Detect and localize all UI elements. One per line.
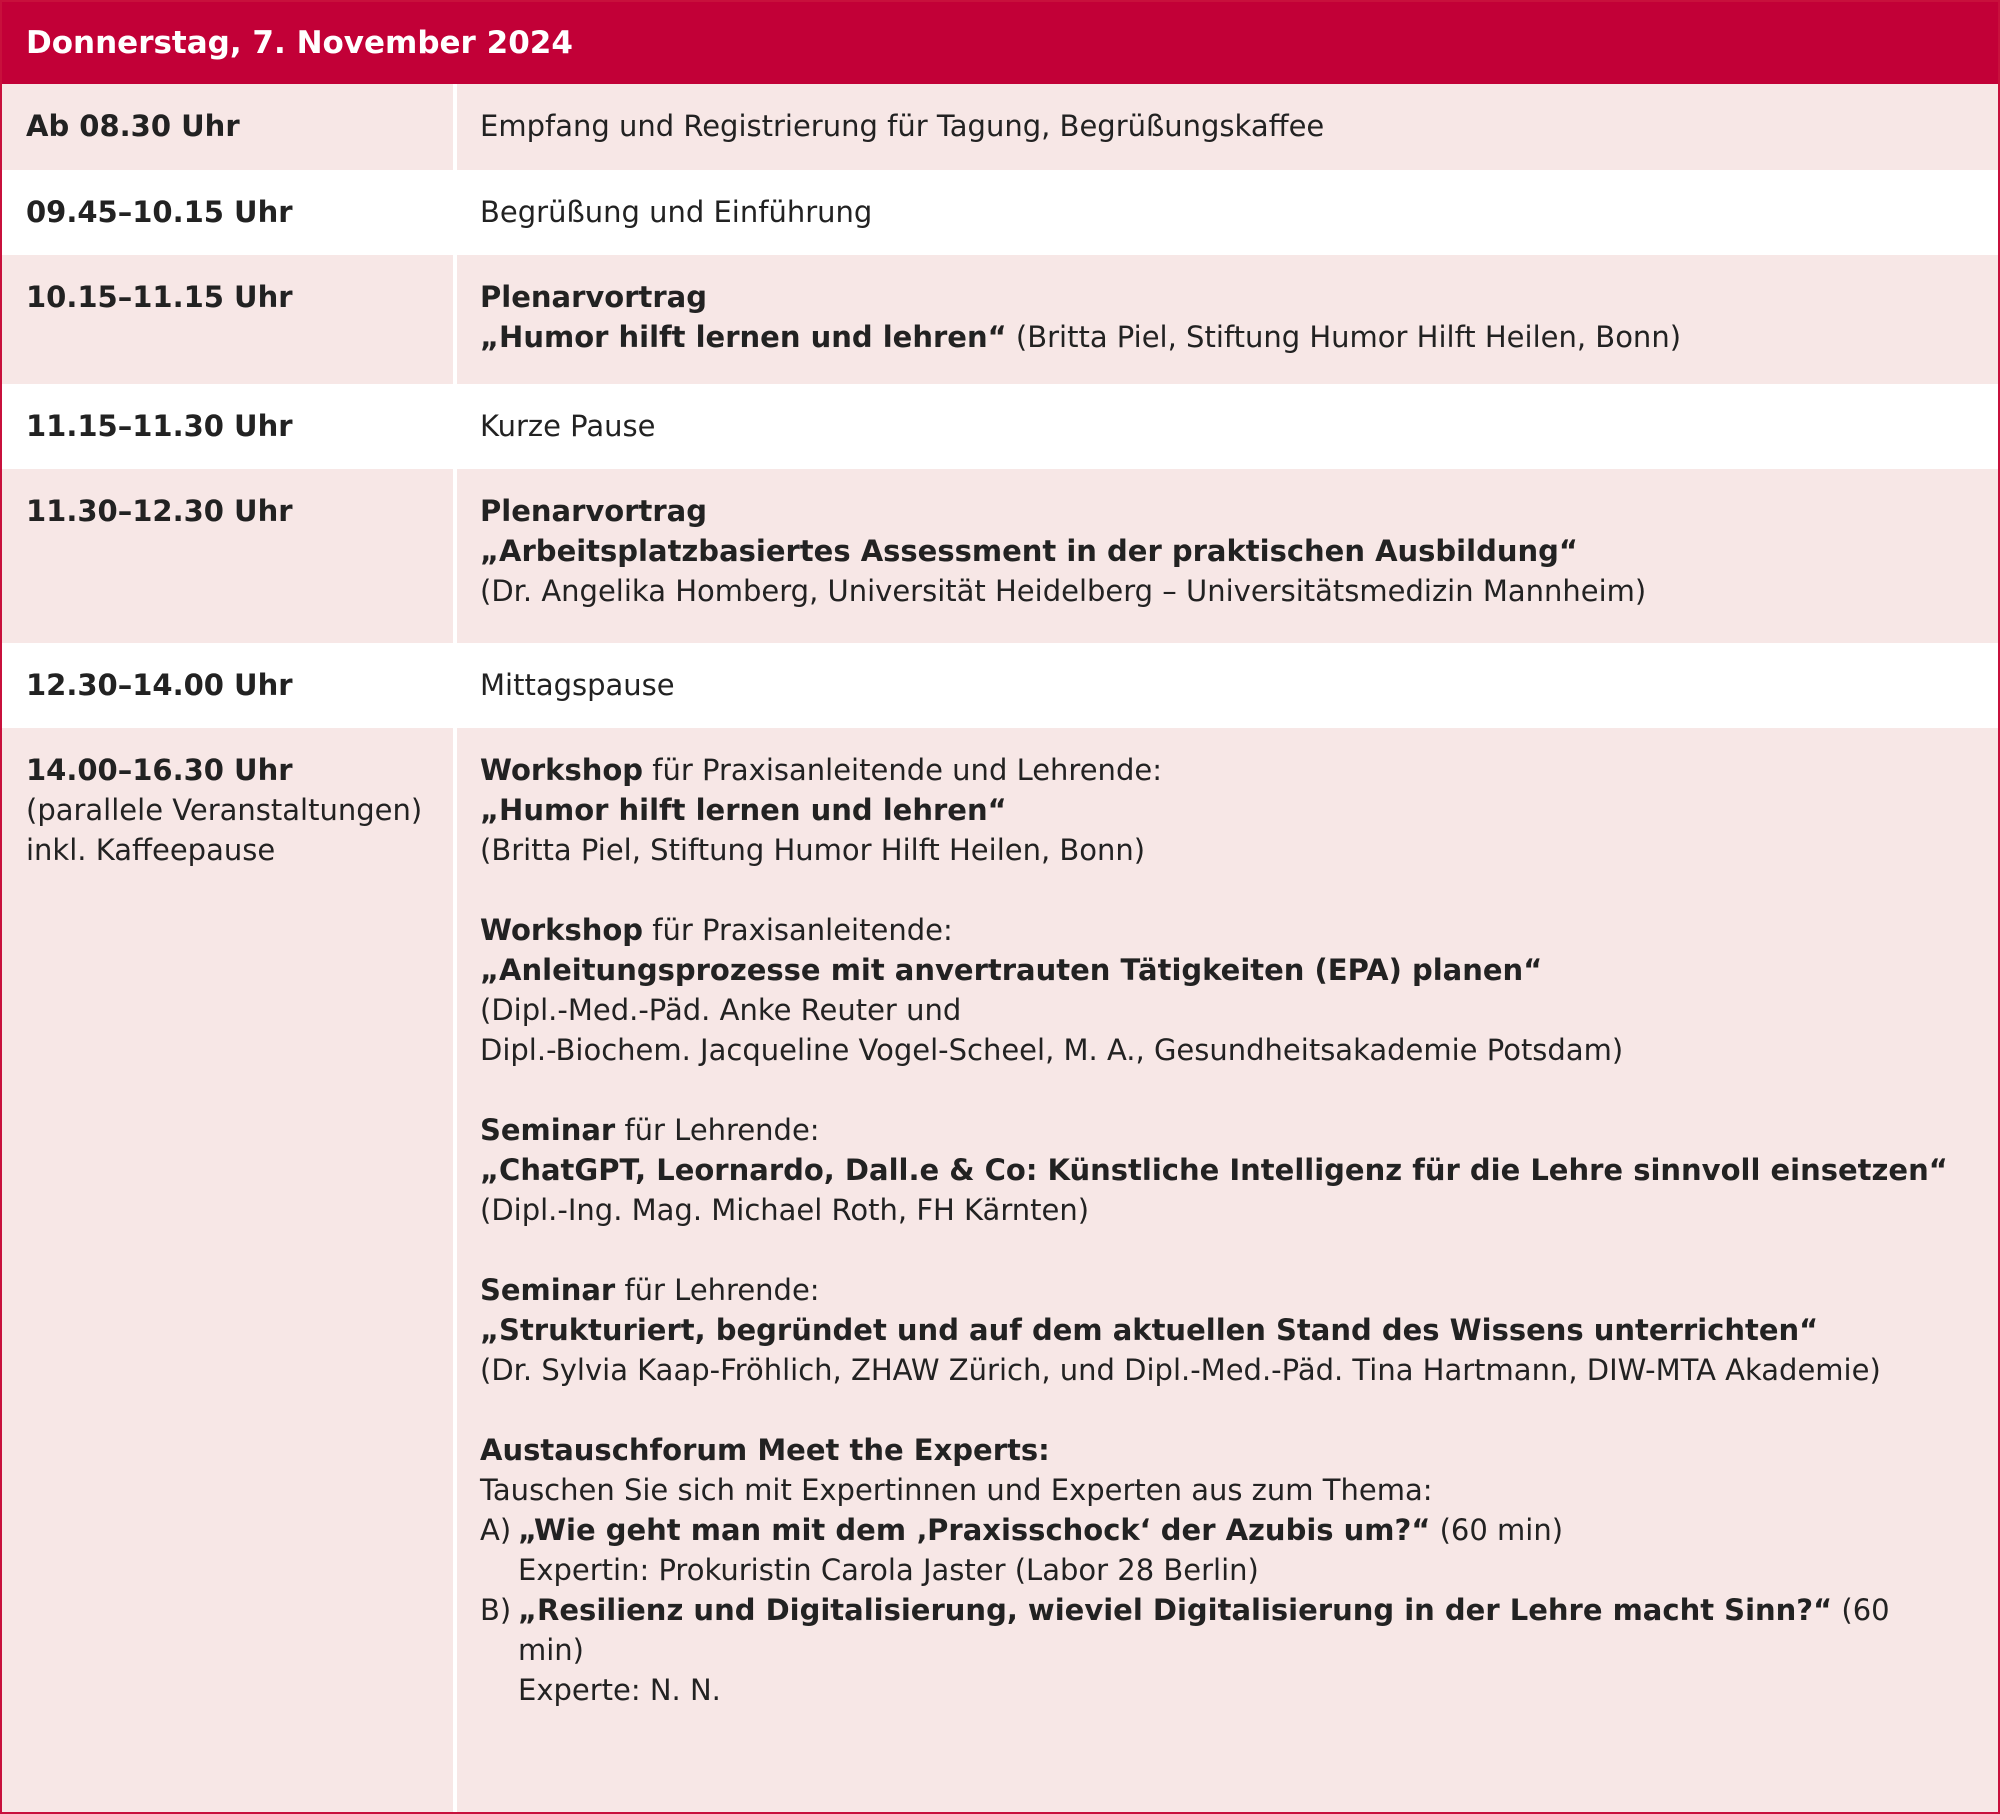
time-range: 14.00–16.30 Uhr [26,753,293,787]
session-speaker: (Britta Piel, Stiftung Humor Hilft Heilen, Bonn) [1006,320,1682,354]
topic-expert: Expertin: Prokuristin Carola Jaster (Labor 28 Berlin) [518,1553,1259,1587]
topic-label: A) [480,1513,512,1547]
session-speaker: Dipl.-Biochem. Jacqueline Vogel-Scheel, M. A., Gesundheitsakademie Potsdam) [480,1033,1624,1067]
column-divider [453,170,457,255]
session-title: „Humor hilft lernen und lehren“ [480,320,1007,354]
column-divider [453,84,457,170]
forum-title: Austauschforum Meet the Experts: [480,1433,1050,1467]
program-cell: Mittagspause [480,668,675,702]
seminar-block [480,1270,1960,1390]
time-note: inkl. Kaffeepause [26,833,276,867]
time-cell: 12.30–14.00 Uhr [26,668,293,702]
column-divider [453,384,457,469]
time-cell: 11.30–12.30 Uhr [26,494,293,528]
table-row [2,384,1998,469]
forum-topic-a [480,1510,1960,1550]
program-cell [480,750,1960,1710]
session-type: Workshop [480,753,644,787]
column-divider [453,255,457,384]
time-cell: 10.15–11.15 Uhr [26,280,293,314]
session-title: „Anleitungsprozesse mit anvertrauten Tätigkeiten (EPA) planen“ [480,953,1543,987]
table-row [2,170,1998,255]
program-cell: Kurze Pause [480,409,656,443]
topic-label: B) [480,1593,512,1627]
workshop-block [480,750,1960,870]
program-cell: Begrüßung und Einführung [480,195,873,229]
session-speaker: (Britta Piel, Stiftung Humor Hilft Heilen, Bonn) [480,833,1146,867]
topic-expert: Experte: N. N. [518,1673,721,1707]
topic-title: „Wie geht man mit dem ‚Praxisschock‘ der Azubis um?“ [518,1513,1431,1547]
table-row [2,643,1998,728]
time-cell [26,750,422,870]
time-cell: 09.45–10.15 Uhr [26,195,293,229]
session-title: „Strukturiert, begründet und auf dem aktuellen Stand des Wissens unterrichten“ [480,1313,1819,1347]
table-row [2,255,1998,384]
session-title: „ChatGPT, Leornardo, Dall.e & Co: Künstliche Intelligenz für die Lehre sinnvoll einsetzen“ [480,1153,1948,1187]
session-type: Seminar [480,1113,616,1147]
time-cell: Ab 08.30 Uhr [26,109,240,143]
forum-block [480,1430,1960,1710]
workshop-block [480,910,1960,1070]
topic-title: „Resilienz und Digitalisierung, wieviel Digitalisierung in der Lehre macht Sinn?“ [518,1593,1833,1627]
column-divider [453,469,457,643]
program-cell: Empfang und Registrierung für Tagung, Begrüßungskaffee [480,109,1325,143]
time-note: (parallele Veranstaltungen) [26,793,423,827]
session-type: Plenarvortrag [480,280,708,314]
program-cell [480,491,1960,611]
column-divider [453,643,457,728]
session-title: „Arbeitsplatzbasiertes Assessment in der praktischen Ausbildung“ [480,534,1578,568]
session-audience: für Lehrende: [615,1273,820,1307]
session-title: „Humor hilft lernen und lehren“ [480,793,1007,827]
session-speaker: (Dr. Angelika Homberg, Universität Heidelberg – Universitätsmedizin Mannheim) [480,574,1647,608]
table-row [2,84,1998,170]
program-cell [480,277,1960,357]
topic-duration: (60 min) [518,1593,1890,1667]
column-divider [453,728,457,1812]
schedule-date-header: Donnerstag, 7. November 2024 [2,2,1998,84]
session-audience: für Lehrende: [615,1113,820,1147]
session-audience: für Praxisanleitende und Lehrende: [643,753,1162,787]
forum-topic-b [480,1590,1960,1670]
session-speaker: (Dipl.-Med.-Päd. Anke Reuter und [480,993,962,1027]
seminar-block [480,1110,1960,1230]
session-speaker: (Dr. Sylvia Kaap-Fröhlich, ZHAW Zürich, und Dipl.-Med.-Päd. Tina Hartmann, DIW-MTA Akademie) [480,1353,1881,1387]
session-type: Workshop [480,913,644,947]
session-audience: für Praxisanleitende: [643,913,953,947]
forum-intro: Tauschen Sie sich mit Expertinnen und Experten aus zum Thema: [480,1473,1433,1507]
topic-duration: (60 min) [1430,1513,1564,1547]
session-type: Seminar [480,1273,616,1307]
table-row [2,728,1998,1812]
time-cell: 11.15–11.30 Uhr [26,409,293,443]
session-type: Plenarvortrag [480,494,708,528]
session-speaker: (Dipl.-Ing. Mag. Michael Roth, FH Kärnten) [480,1193,1090,1227]
table-row [2,469,1998,643]
